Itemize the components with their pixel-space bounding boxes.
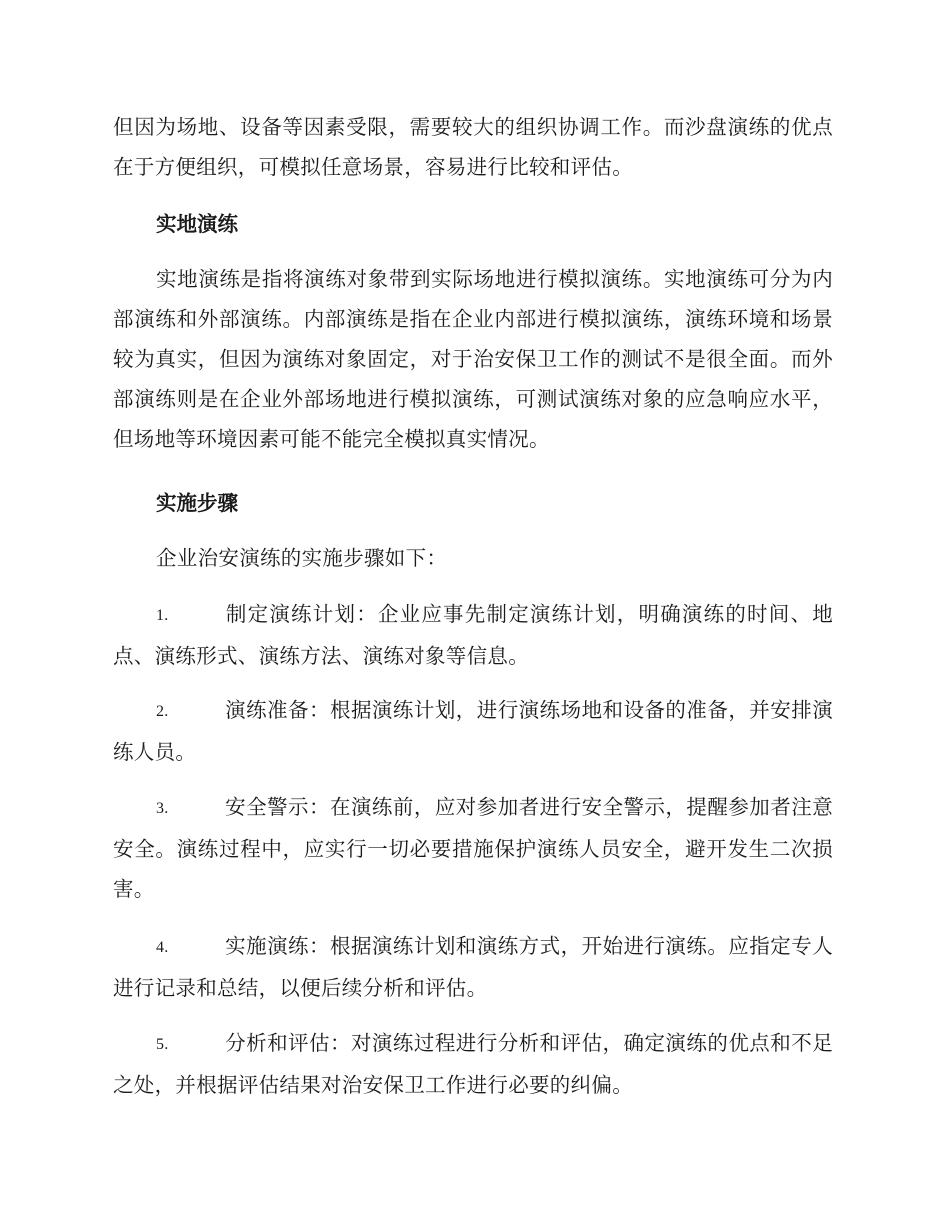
list-item-number: 4.: [156, 939, 169, 956]
list-item-number: 1.: [156, 607, 169, 624]
paragraph-field-drill: 实地演练是指将演练对象带到实际场地进行模拟演练。实地演练可分为内部演练和外部演练。内部演练是指在企业内部进行模拟演练，演练环境和场景较为真实，但因为演练对象固定，对于治安保卫工作的测试不是很全面。而外部演练则是在企业外部场地进行模拟演练，可测试演练对象的应急响应水平，但场地等环境因素可能不能完全模拟真实情况。: [113, 267, 833, 451]
list-item-step-4: [113, 926, 833, 1008]
heading-field-drill: 实地演练: [156, 212, 238, 236]
list-item-text: 实施演练：根据演练计划和演练方式，开始进行演练。应指定专人进行记录和总结，以便后续分析和评估。: [113, 934, 833, 1000]
list-item-step-1: [113, 594, 833, 676]
list-item-number: 3.: [156, 800, 169, 817]
list-item-step-2: [113, 690, 833, 772]
paragraph-sandbox-summary: 但因为场地、设备等因素受限，需要较大的组织协调工作。而沙盘演练的优点在于方便组织，可模拟任意场景，容易进行比较和评估。: [113, 115, 833, 179]
list-item-step-5: [113, 1023, 833, 1105]
list-item-text: 分析和评估：对演练过程进行分析和评估，确定演练的优点和不足之处，并根据评估结果对治安保卫工作进行必要的纠偏。: [113, 1031, 833, 1097]
heading-implementation-steps: 实施步骤: [156, 491, 238, 515]
paragraph-steps-intro: 企业治安演练的实施步骤如下：: [156, 546, 448, 570]
list-item-number: 2.: [156, 703, 169, 720]
list-item-step-3: [113, 787, 833, 909]
list-item-text: 演练准备：根据演练计划，进行演练场地和设备的准备，并安排演练人员。: [113, 698, 833, 764]
list-item-text: 安全警示：在演练前，应对参加者进行安全警示，提醒参加者注意安全。演练过程中，应实行一切必要措施保护演练人员安全，避开发生二次损害。: [113, 795, 833, 901]
list-item-text: 制定演练计划：企业应事先制定演练计划，明确演练的时间、地点、演练形式、演练方法、演练对象等信息。: [113, 602, 833, 668]
list-item-number: 5.: [156, 1036, 169, 1053]
